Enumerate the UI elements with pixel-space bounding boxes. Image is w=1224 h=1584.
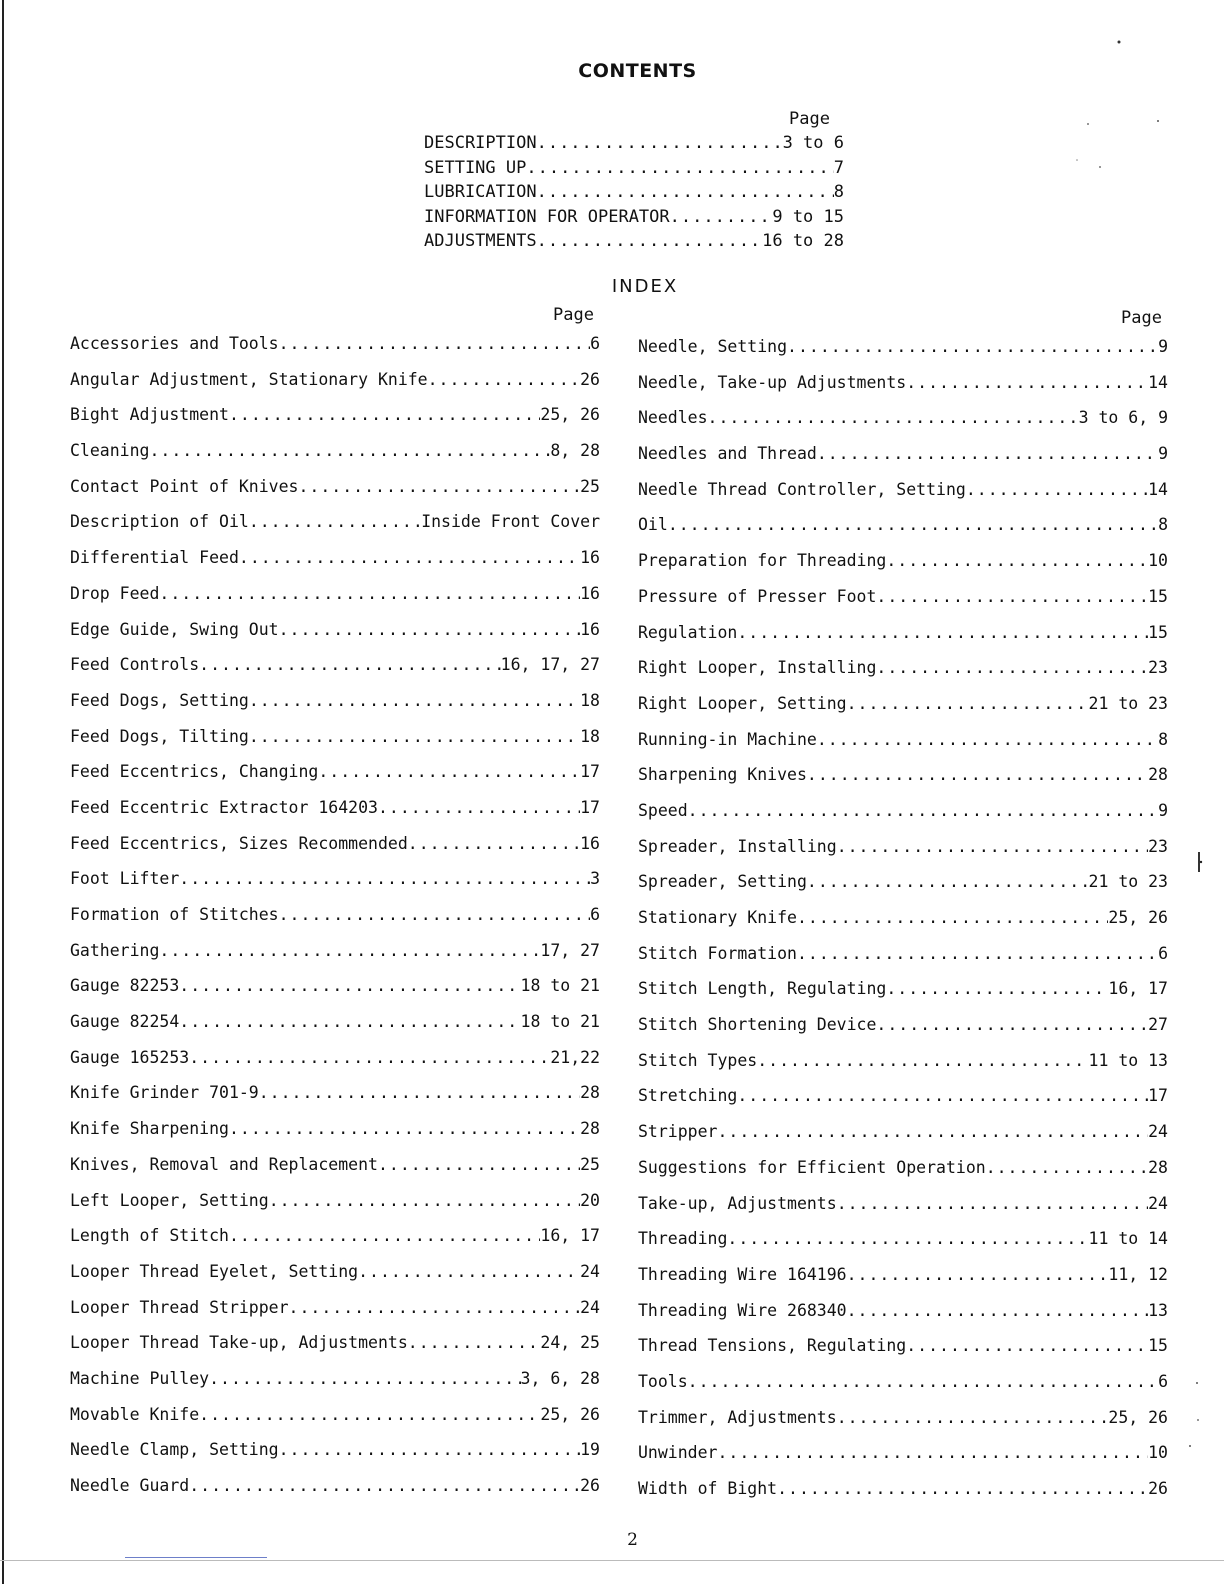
index-entry-page: 23 [1148, 658, 1168, 678]
index-entry-title: Feed Eccentric Extractor 164203 [70, 797, 378, 817]
index-entry-page: 15 [1148, 586, 1168, 606]
index-entry-title: Width of Bight [638, 1479, 778, 1498]
index-entry-page: 26 [1148, 1479, 1168, 1498]
index-entry-page: 28 [1148, 765, 1168, 785]
index-entry-page: 18 [580, 690, 600, 710]
contents-row-page: 8 [833, 182, 844, 202]
index-entry-page: 16, 17 [1108, 979, 1168, 999]
index-entry-page: 18 to 21 [520, 976, 600, 996]
index-entry-title: Description of Oil [70, 512, 249, 532]
index-entry-page: 10 [1148, 551, 1168, 571]
index-entry-page: 10 [1148, 1443, 1168, 1463]
contents-row-page: 16 to 28 [762, 231, 844, 251]
index-entry-title: Take-up, Adjustments [638, 1193, 837, 1213]
index-entry-title: Stitch Shortening Device [638, 1015, 877, 1035]
index-entry-title: Knife Grinder 701-9 [70, 1083, 259, 1103]
index-entry-title: Needles [638, 408, 708, 428]
contents-row-title: SETTING UP [424, 157, 527, 178]
index-entry-title: Stitch Formation [638, 943, 797, 963]
index-entry-page: 24 [1148, 1122, 1168, 1142]
index-entry-title: Cleaning [70, 441, 150, 461]
contents-title: CONTENTS [578, 60, 697, 82]
index-entry-title: Knives, Removal and Replacement [70, 1154, 378, 1174]
index-entry-title: Sharpening Knives [638, 765, 807, 785]
index-entry-title: Contact Point of Knives [70, 476, 299, 496]
index-entry-page: 23 [1148, 836, 1168, 856]
index-entry-page: 15 [1148, 1336, 1168, 1356]
index-entry-title: Feed Dogs, Setting [70, 690, 249, 710]
index-entry-title: Looper Thread Take-up, Adjustments [70, 1333, 408, 1353]
index-entry-page: 24, 25 [540, 1333, 600, 1353]
index-entry-page: 3 [590, 869, 600, 889]
index-entry-title: Feed Eccentrics, Changing [70, 762, 319, 782]
index-entry-page: 11 to 13 [1088, 1050, 1168, 1070]
index-entry-page: 16, 17, 27 [500, 655, 600, 675]
index-entry-title: Pressure of Presser Foot [638, 586, 877, 606]
index-entry-page: 16, 17 [540, 1226, 600, 1246]
index-entry-page: 25, 26 [540, 405, 600, 425]
index-entry-title: Needle Thread Controller, Setting [638, 479, 966, 499]
contents-row-page: 9 to 15 [772, 206, 844, 227]
contents-row-title: ADJUSTMENTS [424, 231, 537, 251]
index-entry-page: 3 to 6, 9 [1078, 408, 1168, 428]
index-entry-page: 21 to 23 [1088, 693, 1168, 713]
index-entry-page: 6 [590, 905, 600, 924]
index-entry-title: Formation of Stitches [70, 905, 279, 924]
index-entry-page: 18 [580, 726, 600, 746]
index-entry-page: 17 [1148, 1086, 1168, 1106]
index-entry-page: 9 [1158, 444, 1168, 464]
index-entry-page: 14 [1148, 372, 1168, 392]
index-entry-title: Threading Wire 164196 [638, 1264, 847, 1284]
index-entry-page: 20 [580, 1190, 600, 1210]
index-entry-title: Looper Thread Eyelet, Setting [70, 1261, 359, 1281]
index-entry-title: Stitch Length, Regulating [638, 979, 887, 999]
index-left-page-header: Page [553, 305, 594, 325]
index-entry-page: 17 [580, 797, 600, 817]
index-entry-page: 26 [580, 369, 600, 389]
index-entry-title: Feed Controls [70, 655, 200, 675]
index-entry-page: 18 to 21 [520, 1012, 600, 1032]
index-entry-page: 24 [580, 1297, 600, 1317]
index-entry-page: 27 [1148, 1015, 1168, 1035]
index-entry-title: Regulation [638, 622, 738, 642]
index-entry-page: 28 [580, 1119, 600, 1139]
index-entry-title: Threading [638, 1229, 728, 1249]
index-entry-title: Oil [638, 515, 668, 535]
contents-row-page: 3 to 6 [782, 133, 844, 153]
index-entry-page: 25, 26 [1108, 908, 1168, 927]
index-entry-page: 28 [580, 1083, 600, 1103]
index-entry-title: Spreader, Installing [638, 836, 837, 856]
index-entry-title: Knife Sharpening [70, 1119, 229, 1139]
index-entry-page: 9 [1158, 800, 1168, 820]
index-entry-title: Gauge 165253 [70, 1047, 190, 1067]
index-entry-title: Needle Guard [70, 1476, 190, 1495]
index-entry-title: Threading Wire 268340 [638, 1300, 847, 1320]
index-entry-title: Unwinder [638, 1443, 718, 1463]
index-entry-title: Right Looper, Installing [638, 658, 877, 678]
index-entry-title: Feed Dogs, Tilting [70, 726, 249, 746]
index-entry-title: Tools [638, 1371, 688, 1391]
index-title: INDEX [611, 276, 679, 297]
index-entry-page: 25 [580, 476, 600, 496]
contents-row-page: 7 [833, 157, 844, 178]
index-entry-page: 25, 26 [540, 1404, 600, 1424]
index-entry-page: 6 [1158, 1371, 1168, 1391]
index-right-page-header: Page [1121, 308, 1162, 328]
index-entry-title: Drop Feed [70, 583, 160, 603]
index-entry-page: 26 [580, 1476, 600, 1495]
index-entry-title: Bight Adjustment [70, 405, 229, 425]
index-entry-title: Length of Stitch [70, 1226, 229, 1246]
index-entry-page: 16 [580, 619, 600, 639]
index-entry-title: Preparation for Threading [638, 551, 887, 571]
index-entry-title: Needles and Thread [638, 444, 817, 464]
index-entry-page: 25, 26 [1108, 1407, 1168, 1427]
index-entry-title: Trimmer, Adjustments [638, 1407, 837, 1427]
index-entry-title: Stripper [638, 1122, 718, 1142]
index-entry-title: Needle Clamp, Setting [70, 1440, 279, 1460]
contents-page-header: Page [789, 109, 830, 129]
index-entry-page: 24 [1148, 1193, 1168, 1213]
index-entry-title: Spreader, Setting [638, 872, 807, 892]
index-entry-page: 8 [1158, 729, 1168, 749]
contents-row-title: INFORMATION FOR OPERATOR [424, 206, 670, 227]
index-entry-page: 11, 12 [1108, 1264, 1168, 1284]
index-entry-title: Feed Eccentrics, Sizes Recommended [70, 833, 408, 853]
index-entry-page: 11 to 14 [1088, 1229, 1168, 1249]
index-entry-page: 16 [580, 583, 600, 603]
index-entry-title: Accessories and Tools [70, 334, 279, 353]
index-entry-page: 15 [1148, 622, 1168, 642]
index-entry-page: 21 to 23 [1088, 872, 1168, 892]
index-entry-page: 25 [580, 1154, 600, 1174]
index-entry-title: Looper Thread Stripper [70, 1297, 289, 1317]
index-entry-page: 17, 27 [540, 940, 600, 960]
index-entry-title: Left Looper, Setting [70, 1190, 269, 1210]
index-entry-page: Inside Front Cover [421, 512, 600, 532]
index-entry-page: 6 [590, 334, 600, 353]
index-entry-title: Thread Tensions, Regulating [638, 1336, 907, 1356]
index-entry-page: 17 [580, 762, 600, 782]
index-entry-title: Angular Adjustment, Stationary Knife [70, 369, 428, 389]
contents-row-title: DESCRIPTION [424, 133, 537, 153]
index-entry-page: 19 [580, 1440, 600, 1460]
index-entry-title: Edge Guide, Swing Out [70, 619, 279, 639]
index-entry-title: Stitch Types [638, 1050, 758, 1070]
index-entry-title: Stationary Knife [638, 908, 797, 927]
index-entry-title: Running-in Machine [638, 729, 817, 749]
index-entry-title: Speed [638, 800, 688, 820]
index-entry-title: Needle, Take-up Adjustments [638, 372, 907, 392]
contents-row-title: LUBRICATION [424, 182, 537, 202]
index-entry-page: 21,22 [550, 1047, 600, 1067]
index-entry-page: 3, 6, 28 [520, 1368, 600, 1388]
index-entry-page: 8 [1158, 515, 1168, 535]
index-entry-title: Movable Knife [70, 1404, 200, 1424]
index-entry-title: Machine Pulley [70, 1368, 210, 1388]
index-entry-page: 9 [1158, 337, 1168, 356]
index-entry-page: 14 [1148, 479, 1168, 499]
index-entry-title: Suggestions for Efficient Operation [638, 1157, 986, 1177]
index-entry-page: 16 [580, 833, 600, 853]
index-entry-title: Differential Feed [70, 548, 239, 568]
index-entry-page: 13 [1148, 1300, 1168, 1320]
index-entry-title: Right Looper, Setting [638, 693, 847, 713]
index-entry-page: 6 [1158, 943, 1168, 963]
index-entry-page: 24 [580, 1261, 600, 1281]
index-entry-title: Gauge 82253 [70, 976, 180, 996]
index-entry-title: Stretching [638, 1086, 738, 1106]
index-entry-title: Needle, Setting [638, 337, 788, 356]
index-entry-page: 8, 28 [550, 441, 600, 461]
index-entry-title: Gauge 82254 [70, 1012, 180, 1032]
page-number: 2 [627, 1530, 638, 1550]
index-entry-page: 16 [580, 548, 600, 568]
index-entry-title: Foot Lifter [70, 869, 180, 889]
index-entry-title: Gathering [70, 940, 160, 960]
index-entry-page: 28 [1148, 1157, 1168, 1177]
